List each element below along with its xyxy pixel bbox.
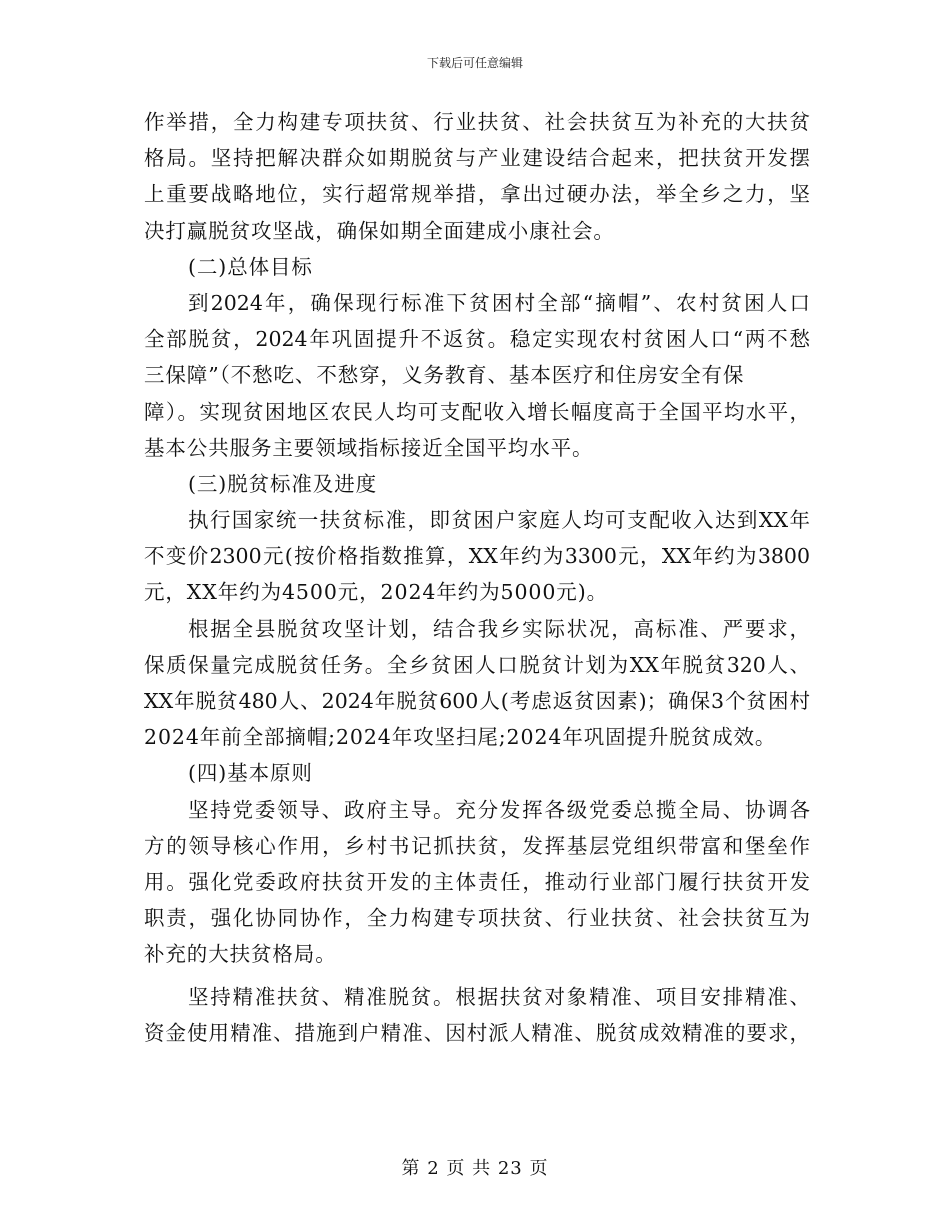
- section-heading: (四)基本原则: [188, 761, 313, 786]
- document-body: [144, 104, 810, 1051]
- text-line: 资金使用精准、措施到户精准、因村派人精准、脱贫成效精准的要求，: [144, 1020, 810, 1045]
- text-line: XX年脱贫480人、2024年脱贫600人(考虑返贫因素)；确保3个贫困村: [144, 689, 810, 713]
- text-line: 不变价2300元(按价格指数推算，XX年约为3300元，XX年约为3800: [144, 544, 810, 569]
- page-footer: 第 2 页 共 23 页: [401, 1158, 549, 1179]
- text-line: 决打赢脱贫攻坚战，确保如期全面建成小康社会。: [144, 218, 615, 243]
- text-line: 保质保量完成脱贫任务。全乡贫困人口脱贫计划为XX年脱贫320人、: [144, 652, 810, 677]
- text-line: 2024年前全部摘帽;2024年攻坚扫尾;2024年巩固提升脱贫成效。: [144, 725, 777, 750]
- text-line: 执行国家统一扶贫标准，即贫困户家庭人均可支配收入达到XX年: [188, 508, 810, 533]
- page-header: 下载后可任意编辑: [426, 56, 523, 70]
- text-line: 根据全县脱贫攻坚计划，结合我乡实际状况，高标准、严要求，: [188, 616, 810, 641]
- text-line: 职责，强化协同协作，全力构建专项扶贫、行业扶贫、社会扶贫互为: [144, 906, 810, 931]
- text-line: 补充的大扶贫格局。: [144, 942, 337, 967]
- text-line: 格局。坚持把解决群众如期脱贫与产业建设结合起来，把扶贫开发摆: [144, 146, 810, 171]
- text-line: 障）。实现贫困地区农民人均可支配收入增长幅度高于全国平均水平，: [144, 399, 810, 424]
- text-line: 方的领导核心作用，乡村书记抓扶贫，发挥基层党组织带富和堡垒作: [144, 833, 810, 858]
- text-line: 上重要战略地位，实行超常规举措，拿出过硬办法，举全乡之力，坚: [144, 182, 810, 207]
- text-line: 坚持精准扶贫、精准脱贫。根据扶贫对象精准、项目安排精准、: [188, 984, 810, 1009]
- text-line: 用。强化党委政府扶贫开发的主体责任，推动行业部门履行扶贫开发: [144, 869, 810, 894]
- text-line: 全部脱贫，2024年巩固提升不返贫。稳定实现农村贫困人口“两不愁: [144, 327, 810, 352]
- text-line: 坚持党委领导、政府主导。充分发挥各级党委总揽全局、协调各: [188, 797, 810, 822]
- text-line: 三保障”（不愁吃、不愁穿，义务教育、基本医疗和住房安全有保: [144, 363, 745, 388]
- section-heading: (二)总体目标: [188, 254, 313, 279]
- text-line: 到2024年，确保现行标准下贫困村全部“摘帽”、农村贫困人口: [188, 290, 810, 315]
- section-heading: (三)脱贫标准及进度: [188, 471, 377, 496]
- text-line: 元，XX年约为4500元，2024年约为5000元)。: [144, 580, 608, 605]
- text-line: 作举措，全力构建专项扶贫、行业扶贫、社会扶贫互为补充的大扶贫: [144, 110, 810, 134]
- text-line: 基本公共服务主要领域指标接近全国平均水平。: [144, 435, 594, 460]
